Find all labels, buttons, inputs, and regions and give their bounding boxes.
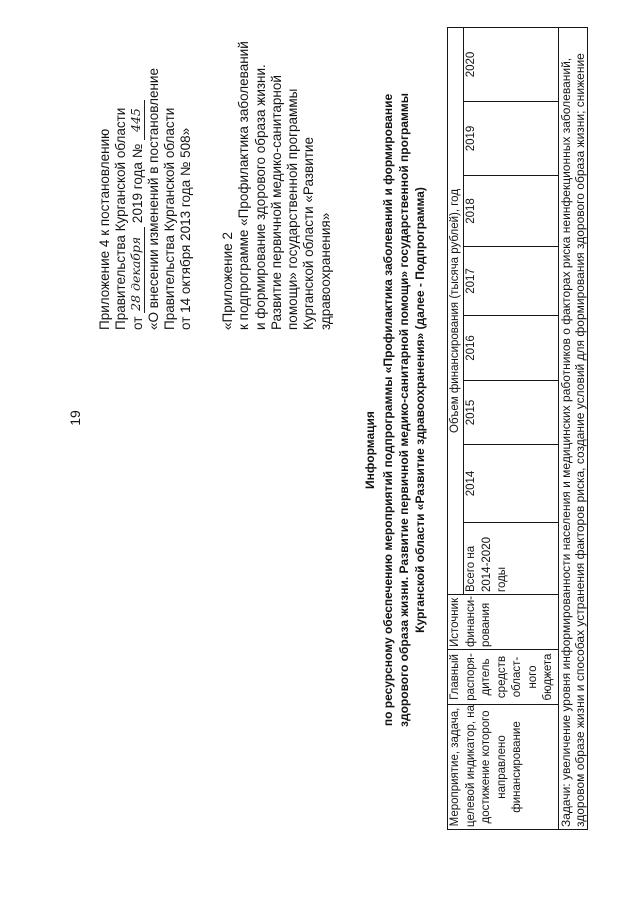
header-total-line: 2014-2020 bbox=[480, 537, 493, 592]
header-measure-cell bbox=[448, 705, 559, 830]
appendix-4-line: Правительства Курганской области bbox=[162, 107, 178, 330]
task-line: здоровом образе жизни и способах устранения факторов риска, создание условий для формирования здорового образа жизни; снижение bbox=[573, 53, 587, 827]
header-year-cell: 2016 bbox=[464, 316, 559, 381]
appendix-4-line: Приложение 4 к постановлению bbox=[97, 128, 112, 330]
appendix-2-block bbox=[220, 41, 334, 330]
document-heading: Информация bbox=[363, 411, 377, 489]
appendix-2-line: Курганской области «Развитие bbox=[301, 137, 317, 330]
table-row bbox=[559, 27, 588, 829]
handwritten-date-text: 28 декабря bbox=[127, 236, 143, 311]
table-header-row bbox=[448, 27, 464, 829]
appendix-2-line: к подпрограмме «Профилактика заболеваний bbox=[236, 41, 252, 330]
appendix-4-line: «О внесении изменений в постановление bbox=[145, 68, 161, 330]
header-total-line: годы bbox=[496, 566, 508, 592]
header-manager-line: бюджета bbox=[542, 653, 554, 701]
title-line: Курганской области «Развитие здравоохранения» (далее - Подпрограмма) bbox=[413, 187, 427, 633]
header-manager-line: распоря- bbox=[464, 653, 477, 701]
task-line: Задачи: увеличение уровня информированности населения и медицинских работников о факторах риска неинфекционных заболеваний, bbox=[559, 57, 573, 827]
header-measure-line: направлено bbox=[495, 735, 508, 799]
header-measure-line: финансирование bbox=[511, 721, 523, 813]
page-number: 19 bbox=[67, 410, 83, 426]
header-year-cell: 2014 bbox=[464, 445, 559, 523]
handwritten-date bbox=[127, 227, 145, 313]
date-year: 2019 года № bbox=[129, 143, 145, 224]
header-manager-line: Главный bbox=[449, 654, 461, 700]
header-year-cell: 2019 bbox=[464, 102, 559, 176]
appendix-4-line: от 14 октября 2013 года № 508» bbox=[178, 127, 194, 330]
header-year-cell: 2020 bbox=[464, 27, 559, 101]
appendix-4-line: Правительства Курганской области bbox=[113, 107, 129, 330]
financing-table bbox=[447, 27, 588, 830]
header-measure-line: целевой индикатор, на bbox=[464, 705, 477, 827]
header-manager-line: дитель bbox=[480, 658, 492, 696]
title-line: здорового образа жизни. Развитие первичной медико-санитарной помощи» государственной программы bbox=[397, 93, 411, 727]
task-cell bbox=[559, 27, 588, 829]
header-volume-cell: Объем финансирования (тысяча рублей), год bbox=[448, 27, 464, 594]
header-year-cell: 2015 bbox=[464, 381, 559, 445]
header-manager-line: ного bbox=[526, 665, 539, 689]
appendix-2-line: Развитие первичной медико-санитарной bbox=[268, 75, 284, 330]
header-source-line: рования bbox=[480, 602, 492, 647]
handwritten-number-text: 445 bbox=[127, 108, 143, 132]
header-total-line: Всего на bbox=[465, 545, 477, 592]
header-year-cell: 2018 bbox=[464, 176, 559, 247]
header-measure-line: достижение которого bbox=[480, 710, 492, 824]
header-source-cell bbox=[448, 595, 559, 650]
header-manager-line: област- bbox=[511, 656, 523, 698]
appendix-2-line: помощи» государственной программы bbox=[285, 88, 301, 330]
appendix-2-line: «Приложение 2 bbox=[220, 232, 235, 330]
header-source-line: финанси- bbox=[464, 596, 477, 647]
date-prefix: от bbox=[129, 316, 145, 330]
document-title bbox=[380, 65, 428, 755]
header-manager-line: средств bbox=[495, 655, 508, 699]
header-year-cell: 2017 bbox=[464, 247, 559, 316]
header-measure-line: Мероприятие, задача, bbox=[449, 707, 461, 827]
header-manager-cell bbox=[448, 650, 559, 705]
header-total-cell bbox=[464, 523, 559, 595]
appendix-2-line: и формирование здорового образа жизни. bbox=[252, 64, 268, 330]
header-source-line: Источник bbox=[449, 597, 461, 647]
appendix-4-date-line bbox=[127, 68, 146, 330]
handwritten-number bbox=[127, 100, 145, 140]
title-line: по ресурсному обеспечению мероприятий подпрограммы «Профилактика заболеваний и формирование bbox=[381, 93, 395, 727]
appendix-2-line: здравоохранения» bbox=[317, 212, 333, 330]
appendix-4-block bbox=[97, 68, 195, 330]
